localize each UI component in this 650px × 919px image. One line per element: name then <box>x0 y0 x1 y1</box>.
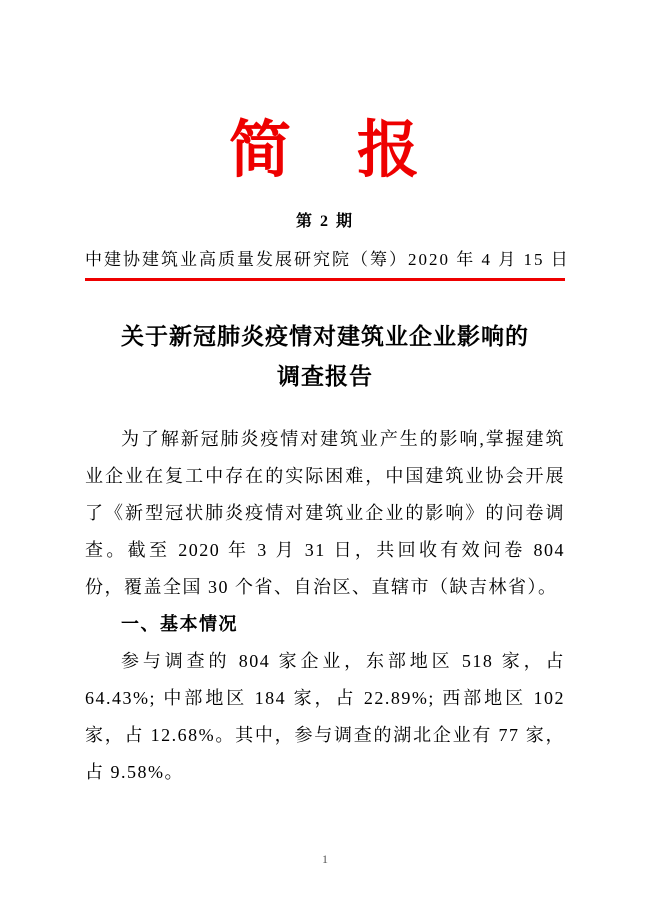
masthead-title: 简 报 <box>228 117 421 185</box>
intro-paragraph: 为了解新冠肺炎疫情对建筑业产生的影响,掌握建筑业企业在复工中存在的实际困难，中国建筑业协会开展了《新型冠状肺炎疫情对建筑业企业的影响》的问卷调查。截至 2020 年 3 月 31 日，共回收有效问卷 804 份，覆盖全国 30 个省、自治区、直辖市（缺吉林省）。 <box>85 429 565 597</box>
section1-paragraph: 参与调查的 804 家企业，东部地区 518 家，占 64.43%; 中部地区 184 家，占 22.89%; 西部地区 102 家，占 12.68%。其中，参与调查的湖北企业有 77 家，占 9.58%。 <box>85 651 565 782</box>
issue-number: 第 2 期 <box>295 213 354 230</box>
report-title-line2: 调查报告 <box>277 364 373 389</box>
report-title-line1: 关于新冠肺炎疫情对建筑业企业影响的 <box>121 324 529 349</box>
red-divider-rule <box>85 278 565 281</box>
page-number: 1 <box>322 852 328 866</box>
publisher-name: 中建协建筑业高质量发展研究院（筹） <box>85 250 408 269</box>
section-heading-basic-situation: 一、基本情况 <box>121 614 238 634</box>
publication-date: 2020 年 4 月 15 日 <box>408 250 570 269</box>
publication-info-row <box>85 245 570 270</box>
report-title <box>85 317 565 397</box>
